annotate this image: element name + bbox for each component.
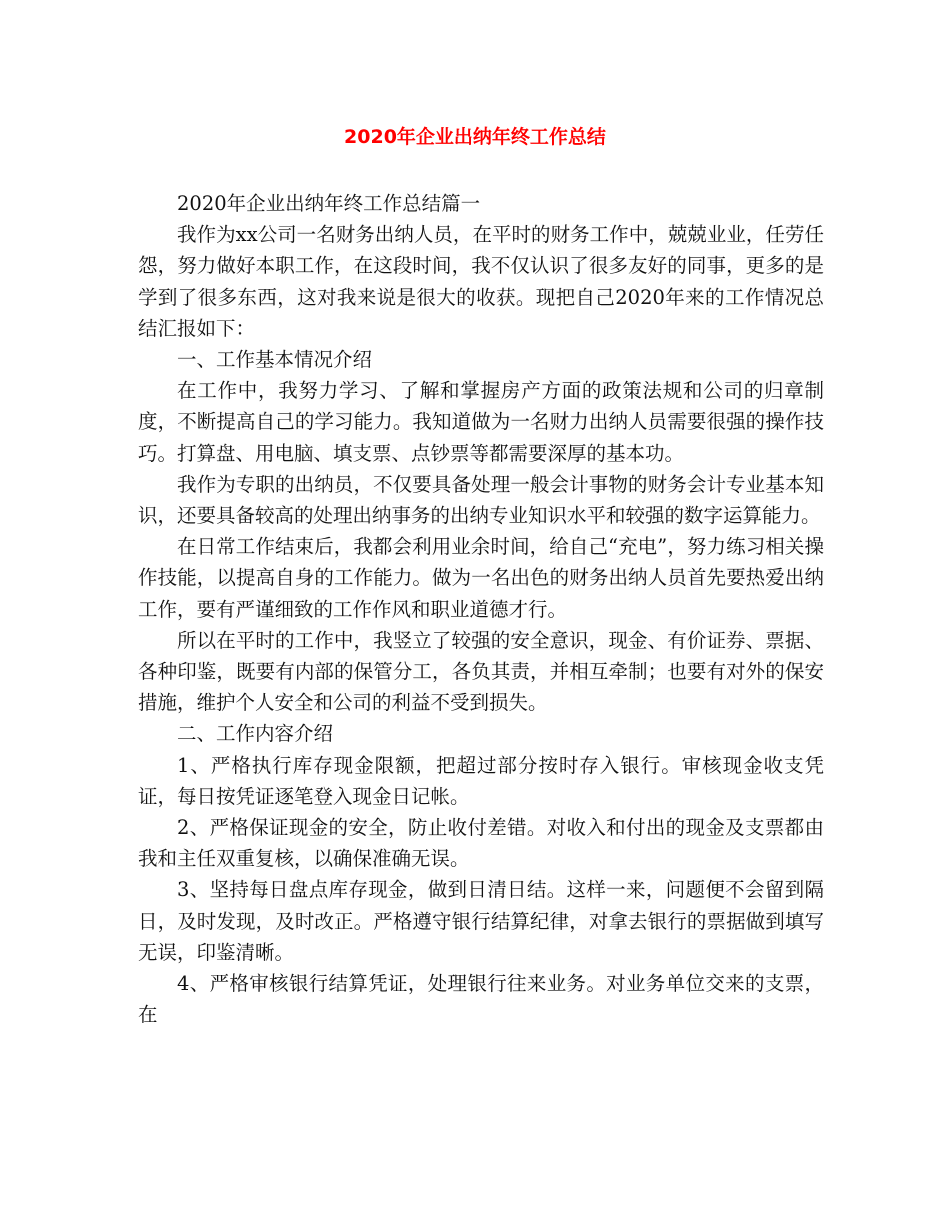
paragraph: 所以在平时的工作中，我竖立了较强的安全意识，现金、有价证券、票据、各种印鉴，既要有内部的保管分工，各负其责，并相互牵制；也要有对外的保安措施，维护个人安全和公司的利益不受到损失。 [138,628,824,715]
list-item: 4、严格审核银行结算凭证，处理银行往来业务。对业务单位交来的支票，在 [138,972,824,1027]
document-body [138,188,824,1030]
paragraph: 在日常工作结束后，我都会利用业余时间，给自己“充电”，努力练习相关操作技能，以提高自身的工作能力。做为一名出色的财务出纳人员首先要热爱出纳工作，要有严谨细致的工作作风和职业道德才行。 [138,535,824,621]
paragraph-subtitle: 2020年企业出纳年终工作总结篇一 [177,192,481,215]
list-item: 2、严格保证现金的安全，防止收付差错。对收入和付出的现金及支票都由我和主任双重复核，以确保准确无误。 [138,816,824,871]
paragraph-intro: 我作为xx公司一名财务出纳人员，在平时的财务工作中，兢兢业业，任劳任怨，努力做好本职工作，在这段时间，我不仅认识了很多友好的同事，更多的是学到了很多东西，这对我来说是很大的收获。现把自己2020年来的工作情况总结汇报如下： [138,223,824,340]
list-item: 1、严格执行库存现金限额，把超过部分按时存入银行。审核现金收支凭证，每日按凭证逐笔登入现金日记帐。 [138,753,824,808]
section-heading-1: 一、工作基本情况介绍 [177,348,373,372]
paragraph: 在工作中，我努力学习、了解和掌握房产方面的政策法规和公司的归章制度，不断提高自己的学习能力。我知道做为一名财力出纳人员需要很强的操作技巧。打算盘、用电脑、填支票、点钞票等都需要深厚的基本功。 [138,379,824,465]
document-title: 2020年企业出纳年终工作总结 [344,126,606,148]
list-item: 3、坚持每日盘点库存现金，做到日清日结。这样一来，问题便不会留到隔日，及时发现，及时改正。严格遵守银行结算纪律，对拿去银行的票据做到填写无误，印鉴清晰。 [138,878,824,964]
paragraph: 我作为专职的出纳员，不仅要具备处理一般会计事物的财务会计专业基本知识，还要具备较高的处理出纳事务的出纳专业知识水平和较强的数字运算能力。 [138,472,824,528]
section-heading-2: 二、工作内容介绍 [177,722,334,746]
